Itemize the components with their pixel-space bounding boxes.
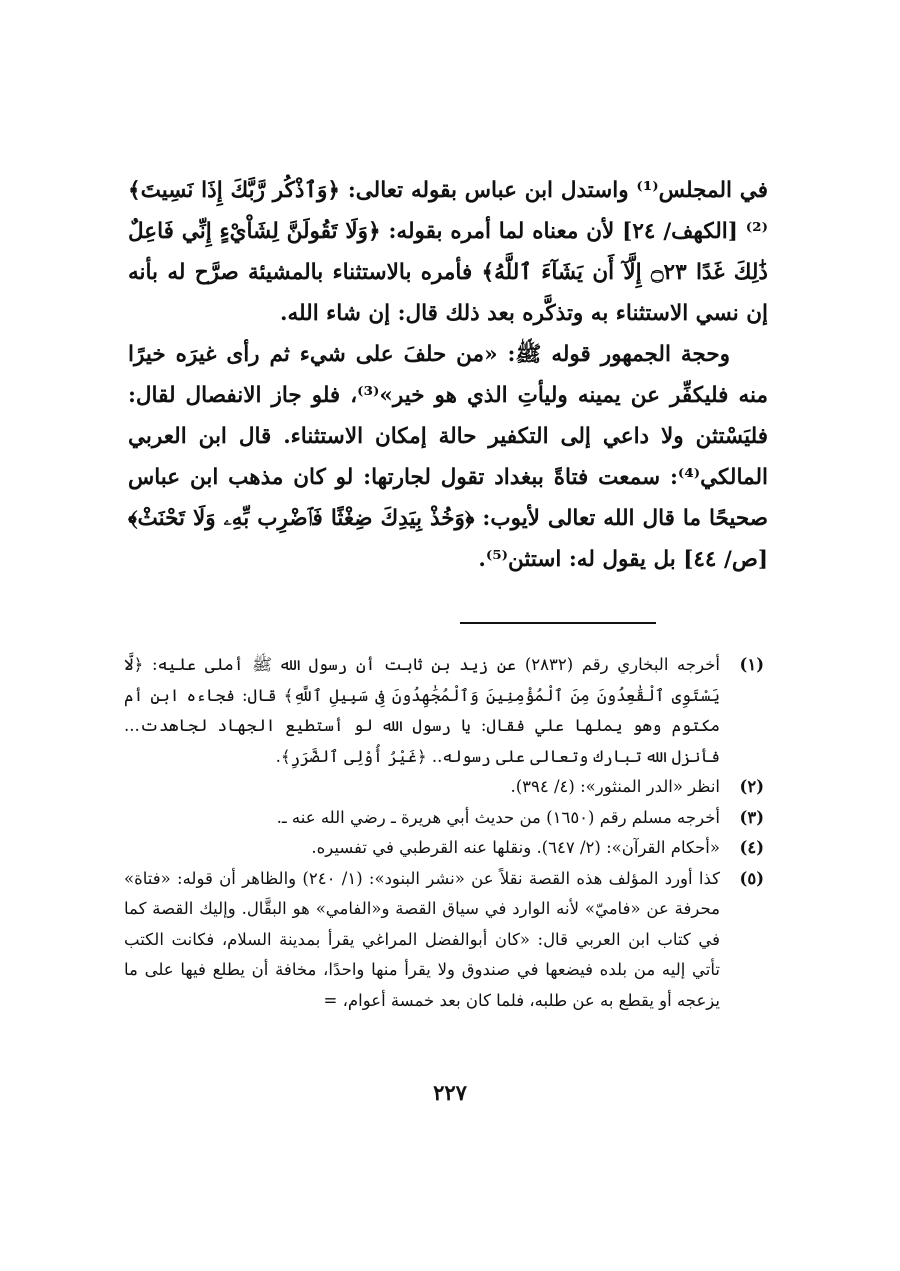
footnote-3	[124, 803, 764, 834]
footnote-text: أخرجه مسلم رقم (١٦٥٠) من حديث أبي هريرة ـ رضي الله عنه ـ.	[276, 807, 720, 827]
footnote-1	[124, 650, 764, 772]
footnote-number: (١)	[739, 655, 764, 674]
footnote-5	[124, 864, 764, 1017]
footnote-text: كذا أورد المؤلف هذه القصة نقلاً عن «نشر البنود»: (١/ ٢٤٠) والظاهر أن قوله: «فتاة» محرفة عن «فاميّ» لأنه الوارد في سياق القصة و«الفامي» هو البقَّال. وإليك القصة كما في كتاب ابن العربي قال: «كان أبوالفضل المراغي يقرأ بمدينة السلام، فكانت الكتب تأتي إليه من بلده فيضعها في صندوق ولا يقرأ منها واحدًا، مخافة أن يطلع فيها على ما يزعجه أو يقطع به عن طلبه، فلما كان بعد خمسة أعوام، =	[124, 868, 720, 1010]
footnote-text: أخرجه البخاري رقم (٢٨٣٢) عن زيد بن ثابت أن رسول الله ﷺ أملى عليه: ﴿لَّا يَسْتَوِى ٱلْقَٰعِدُونَ مِنَ ٱلْمُؤْمِنِينَ وَٱلْمُجَٰهِدُونَ فِى سَبِيلِ ٱللَّهِ﴾ قال: فجاءه ابن أم مكتوم وهو يملها علي فقال: يا رسول الله لو أستطيع الجهاد لجاهدت... فأنزل الله تبارك وتعالى على رسوله.. ﴿غَيْرُ أُوْلِى ٱلضَّرَرِ﴾.	[124, 655, 720, 766]
footnote-text: انظر «الدر المنثور»: (٤/ ٣٩٤).	[510, 777, 720, 796]
footnote-number: (٣)	[739, 807, 764, 827]
footnote-text: «أحكام القرآن»: (٢/ ٦٤٧). ونقلها عنه القرطبي في تفسيره.	[311, 838, 720, 857]
page-number: ٢٢٧	[433, 1080, 467, 1105]
footnote-separator	[460, 622, 656, 624]
footnote-number: (٤)	[739, 838, 764, 857]
footnotes	[124, 650, 764, 1016]
footnote-4	[124, 833, 764, 864]
footnote-2	[124, 772, 764, 803]
footnote-number: (٥)	[739, 868, 764, 888]
paragraph-1: في المجلس⁽¹⁾ واستدل ابن عباس بقوله تعالى: ﴿وَٱذْكُر رَّبَّكَ إِذَا نَسِيتَ﴾⁽²⁾ [الكهف/ ٢٤] لأن معناه لما أمره بقوله: ﴿وَلَا تَقُولَنَّ لِشَاْيْءٍ إِنِّي فَاعِلٌ ذَٰلِكَ غَدًا ۝٢٣ إِلَّآ أَن يَشَآءَ ٱللَّهُ﴾ فأمره بالاستثناء بالمشيئة صرَّح له بأنه إن نسي الاستثناء به وتذكَّره بعد ذلك قال: إن شاء الله.	[128, 178, 769, 326]
footnote-number: (٢)	[739, 777, 764, 796]
main-text	[128, 170, 768, 580]
paragraph-2: وحجة الجمهور قوله ﷺ: «من حلفَ على شيء ثم رأى غيرَه خيرًا منه فليكفِّر عن يمينه وليأتِ الذي هو خير»⁽³⁾، فلو جاز الانفصال لقال: فليَسْتثن ولا داعي إلى التكفير حالة إمكان الاستثناء. قال ابن العربي المالكي⁽⁴⁾: سمعت فتاةً ببغداد تقول لجارتها: لو كان مذهب ابن عباس صحيحًا ما قال الله تعالى لأيوب: ﴿وَخُذْ بِيَدِكَ ضِغْثًا فَٱضْرِب بِّهِۦ وَلَا تَحْنَثْ﴾ [ص/ ٤٤] بل يقول له: استثن⁽⁵⁾.	[128, 342, 768, 572]
